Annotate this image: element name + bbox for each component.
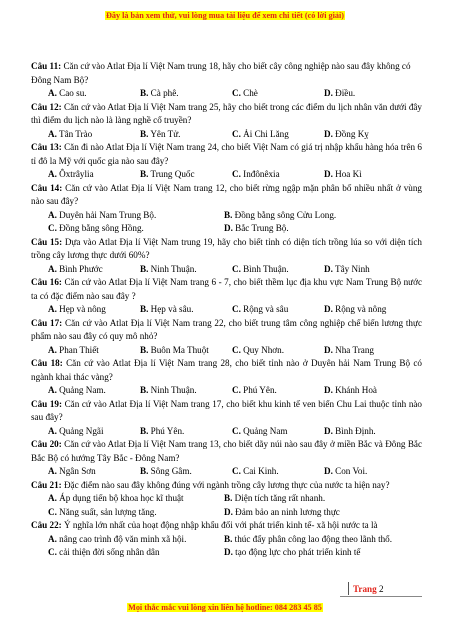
answer-row: [31, 465, 422, 479]
answer-row: [31, 263, 422, 277]
option-letter: A.: [48, 385, 57, 395]
question-text: Căn cứ vào Atlat Địa lí Việt Nam trang 12, cho biết rừng ngập mặn phân bố nhiều nhất ở vùng nào sau đây?: [31, 182, 422, 206]
question-stem: [31, 479, 422, 493]
option-letter: C.: [48, 547, 57, 557]
option-letter: D.: [324, 263, 333, 274]
answer-option: [232, 425, 324, 439]
option-text: Quảng Nam.: [59, 385, 106, 395]
option-letter: C.: [232, 169, 241, 179]
question-stem: [31, 438, 422, 465]
option-letter: B.: [140, 128, 149, 139]
option-letter: A.: [48, 169, 57, 179]
answer-option: [232, 303, 324, 317]
option-text: Buôn Ma Thuột: [150, 344, 209, 355]
answer-row: [31, 533, 422, 547]
answer-row: [31, 222, 422, 236]
question-text: Căn đi nào Atlat Địa lí Việt Nam trang 24, cho biết Việt Nam có giá trị nhập khẩu hàng hóa trên 6 tỉ đô la Mỹ với quốc gia nào sau đây?: [31, 142, 422, 166]
answer-option: [48, 506, 224, 520]
footer-divider: [348, 582, 349, 595]
option-text: tạo động lực cho phát triển kinh tế: [235, 547, 361, 557]
option-text: Khánh Hoà: [335, 385, 377, 395]
option-letter: C.: [232, 128, 241, 139]
option-text: Chè: [243, 88, 258, 98]
question-text: Căn cứ vào Atlat Địa lí Việt Nam trang 6 - 7, cho biết thềm lục địa khu vực Nam Trung Bộ nước ta có đặc điểm nào sau đây ?: [31, 277, 422, 301]
option-text: Ninh Thuận.: [150, 385, 197, 395]
option-letter: A.: [48, 209, 57, 220]
option-letter: B.: [140, 263, 149, 274]
question-stem: [31, 141, 422, 168]
answer-row: [31, 209, 422, 223]
answer-row: [31, 506, 422, 520]
option-text: Ải Chi Lăng: [243, 128, 289, 139]
option-letter: D.: [324, 304, 333, 314]
question-text: Căn cứ vào Atlat Địa lí Việt Nam trang 13, cho biết dãy núi nào sau đây ở miền Bắc và Đông Bắc Bắc Bộ có hướng Tây Bắc - Đông Nam?: [31, 439, 423, 463]
option-text: Phan Thiết: [59, 344, 99, 355]
answer-option: [48, 87, 140, 101]
option-letter: A.: [48, 304, 57, 314]
question-text-cont: Đông Nam Bộ?: [31, 74, 89, 85]
answer-option: [324, 87, 416, 101]
option-letter: A.: [48, 88, 57, 98]
answer-option: [224, 546, 400, 560]
answer-option: [48, 533, 224, 547]
answer-option: [48, 222, 224, 236]
answer-option: [324, 128, 416, 142]
option-text: Duyên hải Nam Trung Bộ.: [59, 209, 157, 220]
question-number: Câu 19:: [31, 398, 62, 409]
question-number: Câu 21:: [31, 479, 62, 490]
option-letter: B.: [140, 425, 149, 436]
answer-option: [48, 546, 224, 560]
question-number: Câu 11:: [31, 61, 62, 71]
option-letter: A.: [48, 263, 57, 274]
option-letter: C.: [232, 385, 241, 395]
option-letter: A.: [48, 425, 57, 436]
option-text: Đồng Kỵ: [335, 128, 369, 139]
question-text: Dựa vào Atlat Địa lí Việt Nam trung 19, hãy cho biết tỉnh có diện tích trồng lúa so với diện tích trồng cây lương thực dưới 60%?: [31, 236, 422, 260]
option-letter: D.: [324, 466, 333, 476]
option-letter: D.: [224, 506, 233, 517]
option-text: Phú Yên.: [243, 385, 277, 395]
option-letter: B.: [224, 493, 233, 503]
answer-option: [48, 168, 140, 182]
option-text: Tân Trào: [59, 128, 93, 139]
answer-option: [324, 384, 416, 398]
option-text: Ngân Sơn: [59, 466, 96, 476]
answer-option: [48, 128, 140, 142]
question-list: [31, 60, 422, 560]
question-stem: [31, 317, 422, 344]
question-stem: [31, 276, 422, 303]
option-letter: C.: [232, 466, 241, 476]
option-letter: B.: [140, 169, 149, 179]
option-text: Diện tích tăng rất nhanh.: [234, 493, 326, 503]
question-number: Câu 16:: [31, 277, 62, 287]
answer-row: [31, 303, 422, 317]
answer-row: [31, 425, 422, 439]
answer-option: [48, 303, 140, 317]
option-text: Quảng Ngãi: [59, 425, 104, 436]
answer-option: [224, 533, 400, 547]
option-text: Năng suất, sản lượng tăng.: [59, 506, 157, 517]
question-text: Căn cứ vào Atlat Địa lí Việt Nam trang 28, cho biết tỉnh nào ở Duyên hải Nam Trung Bộ có ngành khai thác vàng?: [31, 358, 422, 382]
option-letter: D.: [324, 88, 333, 98]
option-letter: C.: [232, 344, 241, 355]
option-letter: C.: [232, 425, 241, 436]
option-letter: A.: [48, 493, 57, 503]
answer-row: [31, 87, 422, 101]
answer-row: [31, 344, 422, 358]
option-text: Sông Gâm.: [150, 466, 192, 476]
answer-option: [48, 209, 224, 223]
answer-option: [48, 263, 140, 277]
option-letter: D.: [324, 128, 333, 139]
question-text: Căn cứ vào Atlat Địa lí Việt Nam trang 22, cho biết trung tâm công nghiệp chế biến lương thực phẩm nào sau đây có quy mô nhỏ?: [31, 317, 422, 341]
answer-option: [140, 425, 232, 439]
option-letter: A.: [48, 128, 57, 139]
answer-option: [232, 128, 324, 142]
answer-row: [31, 128, 422, 142]
option-letter: B.: [140, 385, 149, 395]
answer-option: [48, 492, 224, 506]
option-text: Nha Trang: [335, 344, 374, 355]
answer-option: [224, 492, 400, 506]
option-text: nâng cao trình độ văn minh xã hội.: [59, 533, 187, 544]
question-text: Đặc điểm nào sau đây không đúng với ngành trồng cây lương thực của nước ta hiện nay?: [63, 479, 390, 490]
preview-banner: Đây là bản xem thử, vui lòng mua tài liệu để xem chi tiết (có lời giải): [105, 11, 344, 20]
answer-option: [140, 128, 232, 142]
question-text: Căn cứ vào Atlat Địa lí Việt Nam trang 25, hãy cho biết trong các điểm du lịch nhân văn dưới đây thì điểm du lịch nào là làng nghề cổ truyền?: [31, 101, 422, 125]
answer-option: [324, 263, 416, 277]
option-text: Đồng bằng sông Cửu Long.: [234, 209, 337, 220]
option-letter: C.: [232, 263, 241, 274]
option-letter: D.: [324, 344, 333, 355]
option-letter: B.: [224, 209, 233, 220]
option-text: Điều.: [335, 88, 356, 98]
answer-option: [232, 384, 324, 398]
answer-option: [224, 506, 400, 520]
question-number: Câu 15:: [31, 236, 63, 247]
option-text: Phú Yên.: [150, 425, 185, 436]
option-text: Ôxtrâylia: [59, 169, 94, 179]
option-text: Quảng Nam: [243, 425, 288, 436]
option-text: Bắc Trung Bộ.: [235, 223, 289, 233]
question-number: Câu 12:: [31, 101, 62, 112]
answer-option: [140, 344, 232, 358]
hotline-banner: Mọi thắc mắc vui lòng xin liên hệ hotline: 084 283 45 85: [128, 603, 322, 612]
question-number: Câu 14:: [31, 182, 63, 193]
option-letter: D.: [324, 385, 333, 395]
question-stem: [31, 357, 422, 384]
option-text: Bình Định.: [335, 425, 376, 436]
answer-option: [232, 87, 324, 101]
question-text: Căn cứ vào Atlat Địa lí Việt Nam trung 18, hãy cho biết cây công nghiệp nào sau đây không có: [63, 61, 411, 71]
option-letter: A.: [48, 344, 57, 355]
question-stem: [31, 398, 422, 425]
answer-option: [232, 263, 324, 277]
option-letter: B.: [140, 344, 149, 355]
option-text: Đồng bằng sông Hồng.: [59, 223, 144, 233]
answer-option: [48, 344, 140, 358]
option-letter: C.: [232, 304, 241, 314]
answer-option: [324, 465, 416, 479]
option-text: Quy Nhơn.: [243, 344, 284, 355]
answer-option: [140, 168, 232, 182]
answer-option: [48, 384, 140, 398]
option-text: thúc đẩy phân công lao động theo lãnh thổ.: [234, 533, 393, 544]
option-text: Trung Quốc: [150, 169, 195, 179]
question-number: Câu 13:: [31, 142, 62, 152]
question-stem: [31, 519, 422, 533]
answer-row: [31, 384, 422, 398]
answer-option: [140, 384, 232, 398]
answer-option: [224, 222, 400, 236]
option-text: Con Voi.: [335, 466, 368, 476]
question-text: Ý nghĩa lớn nhất của hoạt động nhập khẩu đối với phát triển kinh tế- xã hội nước ta là: [63, 520, 378, 530]
option-text: Yên Tử.: [150, 128, 181, 139]
answer-option: [324, 168, 416, 182]
option-letter: B.: [140, 304, 149, 314]
option-text: cải thiện đời sống nhân dân: [59, 547, 160, 557]
question-stem: [31, 236, 422, 263]
option-letter: B.: [140, 466, 149, 476]
answer-option: [140, 303, 232, 317]
option-text: Bình Phước: [59, 263, 103, 274]
page-number: Trang 2: [353, 584, 384, 594]
answer-row: [31, 546, 422, 560]
question-number: Câu 18:: [31, 358, 63, 368]
answer-option: [140, 465, 232, 479]
answer-option: [324, 303, 416, 317]
answer-option: [140, 87, 232, 101]
answer-option: [324, 344, 416, 358]
option-text: Cao su.: [59, 88, 87, 98]
option-letter: D.: [224, 223, 233, 233]
question-stem: [31, 101, 422, 128]
option-text: Hẹp và nông: [59, 304, 106, 314]
question-number: Câu 22:: [31, 520, 62, 530]
option-text: Cai Kinh.: [243, 466, 279, 476]
answer-row: [31, 492, 422, 506]
answer-option: [232, 168, 324, 182]
option-text: Đảm bảo an ninh lương thực: [235, 506, 340, 517]
option-letter: D.: [324, 169, 333, 179]
option-text: Tây Ninh: [335, 263, 370, 274]
option-letter: C.: [48, 223, 57, 233]
option-letter: C.: [232, 88, 241, 98]
answer-option: [48, 425, 140, 439]
option-text: Rộng và sâu: [243, 304, 289, 314]
option-text: Áp dụng tiến bộ khoa học kĩ thuật: [59, 493, 184, 503]
option-text: Inđônêxia: [243, 169, 280, 179]
option-letter: D.: [324, 425, 333, 436]
option-text: Cà phê.: [150, 88, 179, 98]
answer-row: [31, 168, 422, 182]
question-number: Câu 20:: [31, 439, 62, 449]
answer-option: [324, 425, 416, 439]
footer-rule: [340, 596, 422, 597]
answer-option: [140, 263, 232, 277]
option-text: Hẹp và sâu.: [150, 304, 194, 314]
option-text: Rộng và nông: [335, 304, 387, 314]
option-letter: C.: [48, 506, 57, 517]
answer-option: [232, 344, 324, 358]
question-stem: [31, 182, 422, 209]
option-letter: A.: [48, 533, 57, 544]
question-number: Câu 17:: [31, 317, 63, 328]
option-text: Bình Thuận.: [243, 263, 289, 274]
option-letter: A.: [48, 466, 57, 476]
option-letter: B.: [140, 88, 149, 98]
option-letter: B.: [224, 533, 233, 544]
question-text: Căn cứ vào Atlat Địa lí Việt Nam trang 17, cho biết khu kinh tế ven biển Chu Lai thuộc tỉnh nào sau đây?: [31, 398, 422, 422]
option-text: Hoa Kì: [335, 169, 362, 179]
option-text: Ninh Thuận.: [150, 263, 197, 274]
question-stem: [31, 60, 422, 74]
option-letter: D.: [224, 547, 233, 557]
answer-option: [48, 465, 140, 479]
answer-option: [232, 465, 324, 479]
answer-option: [224, 209, 400, 223]
